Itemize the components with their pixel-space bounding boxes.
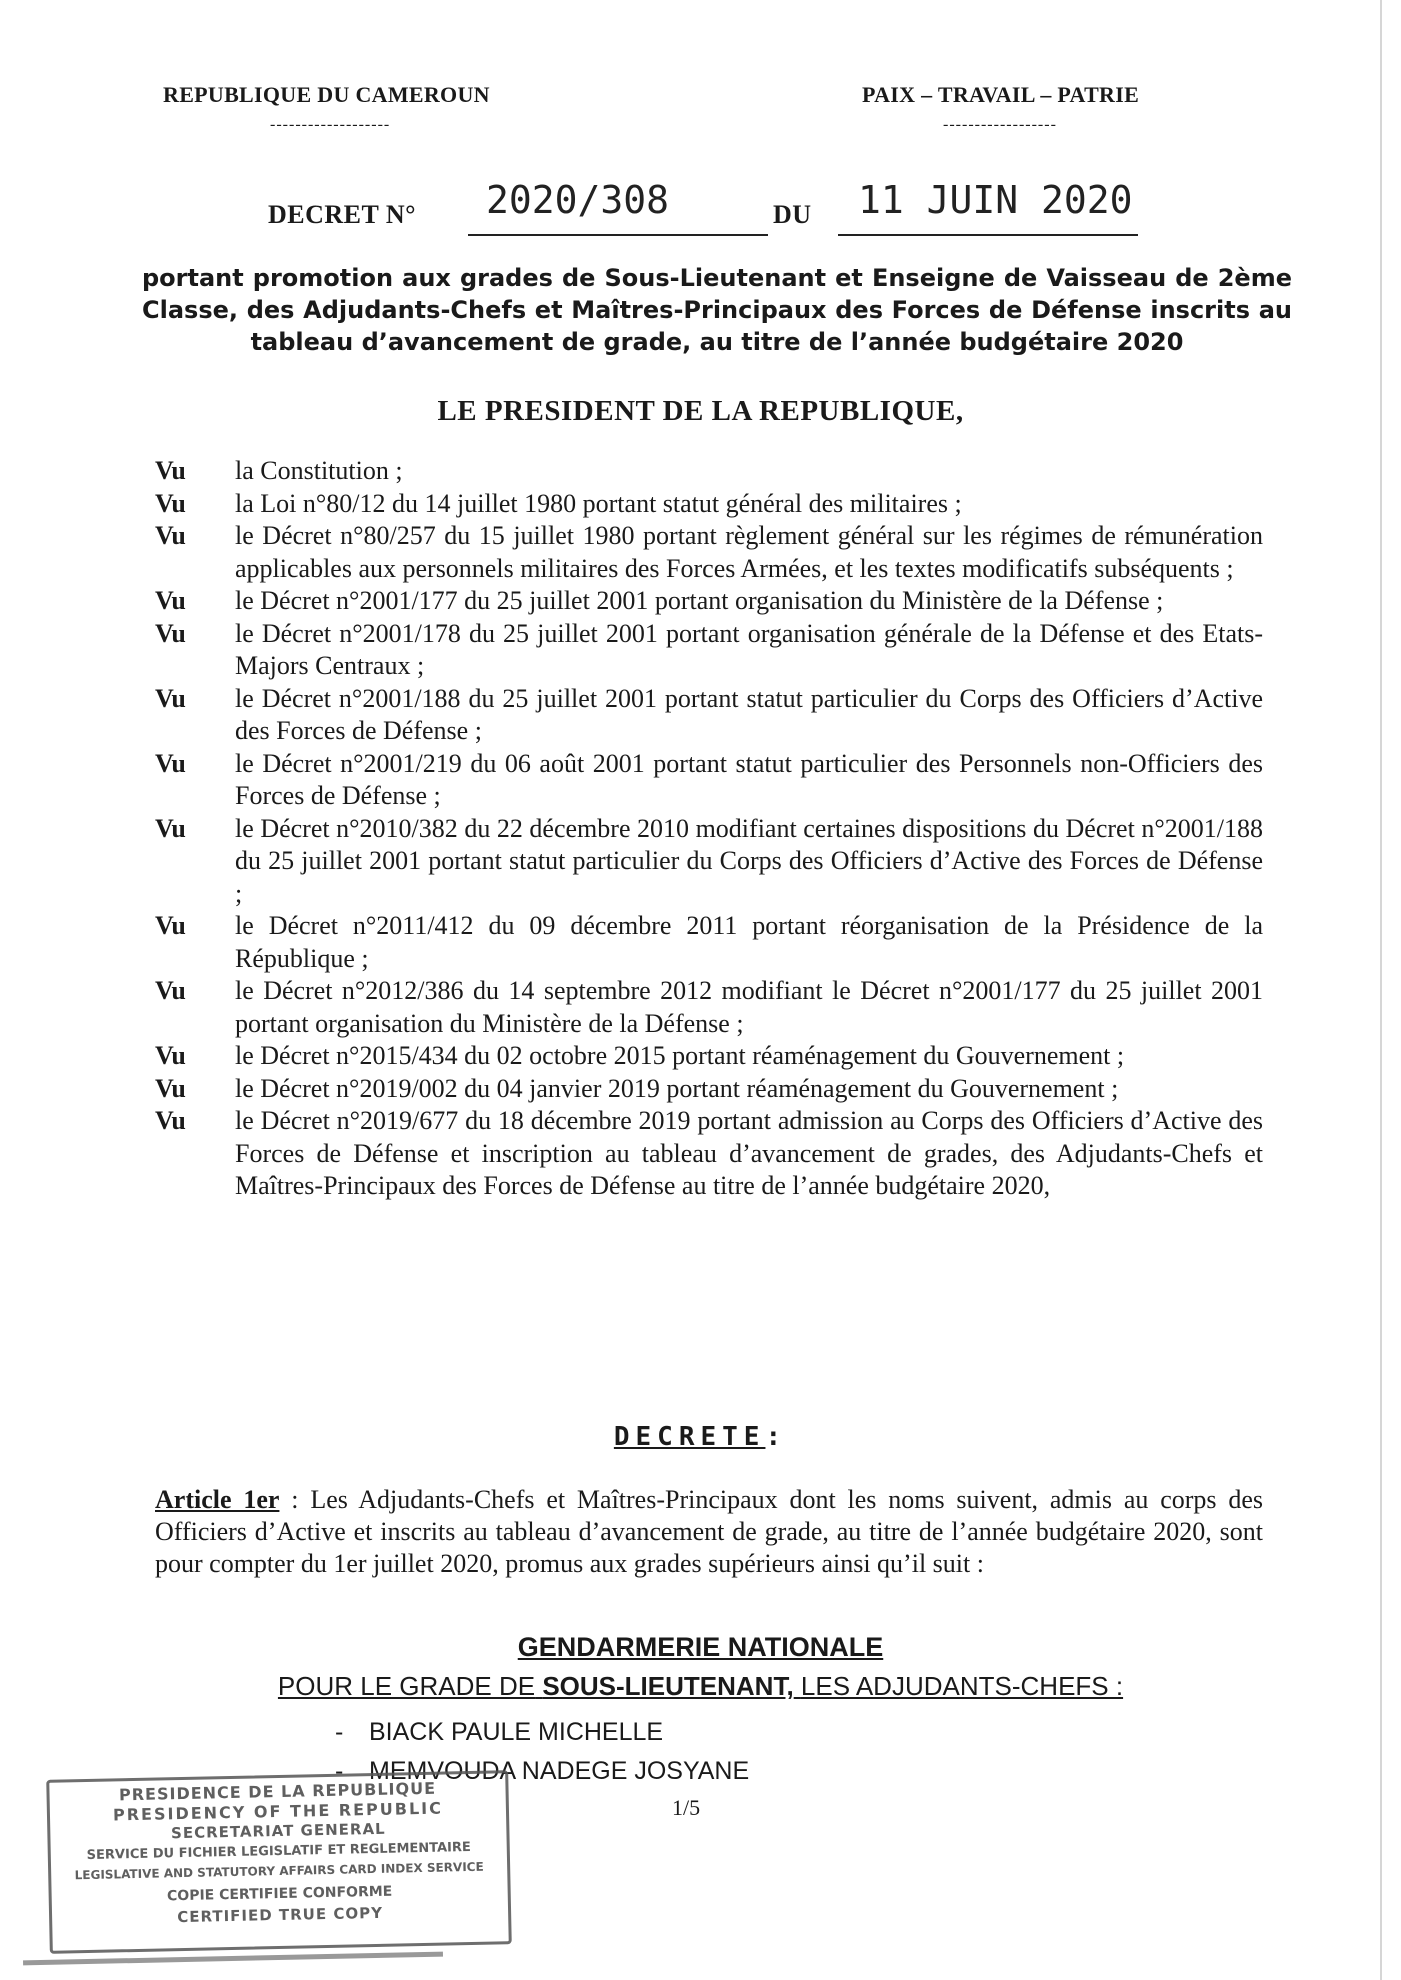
vu-item [155, 488, 1263, 521]
vu-item [155, 585, 1263, 618]
vu-label: Vu [155, 618, 186, 648]
vu-item [155, 683, 1263, 748]
vu-text: le Décret n°2010/382 du 22 décembre 2010 modifiant certaines dispositions du Décret n°2001/188 du 25 juillet 2001 portant statut particulier du Corps des Officiers d’Active des Forces de Défense ; [235, 813, 1263, 908]
vu-label: Vu [155, 456, 186, 485]
decree-number-underline [468, 234, 768, 236]
article-label: Article 1er [155, 1485, 280, 1514]
header-right-separator: ------------------ [943, 116, 1057, 133]
vu-text: le Décret n°2011/412 du 09 décembre 2011 portant réorganisation de la Présidence de la République ; [235, 911, 1263, 973]
decree-number-line [268, 178, 1168, 238]
vu-label: Vu [155, 488, 186, 518]
scan-edge [1380, 0, 1382, 1980]
president-heading: LE PRESIDENT DE LA REPUBLIQUE, [437, 395, 964, 427]
vu-item [155, 748, 1263, 813]
stamp-line: PRESIDENCY OF THE REPUBLIC [112, 1798, 444, 1825]
list-item: - MEMVOUDA NADEGE JOSYANE [335, 1757, 750, 1785]
header-left-separator: ------------------- [270, 116, 391, 133]
article-1 [155, 1484, 1263, 1580]
vu-text: le Décret n°80/257 du 15 juillet 1980 portant règlement général sur les régimes de rémunération applicables aux personnels militaires des Forces Armées, et les textes modificatifs subséquents ; [235, 521, 1263, 583]
decree-title [142, 262, 1292, 358]
vu-text: la Constitution ; [235, 456, 403, 485]
decree-date-label: DU [773, 200, 812, 229]
vu-text: le Décret n°2019/677 du 18 décembre 2019 portant admission au Corps des Officiers d’Active des Forces de Défense et inscription au tableau d’avancement de grades, des Adjudants-Chefs et Maîtres-Principaux des Forces de Défense au titre de l’année budgétaire 2020, [235, 1106, 1263, 1200]
vu-item [155, 520, 1263, 585]
vu-label: Vu [155, 911, 186, 940]
vu-item [155, 618, 1263, 683]
national-motto: PAIX – TRAVAIL – PATRIE [862, 82, 1140, 107]
vu-label: Vu [155, 1073, 186, 1103]
vu-item [155, 975, 1263, 1040]
vu-item [155, 1040, 1263, 1073]
grade-suffix: LES ADJUDANTS-CHEFS : [800, 1671, 1124, 1701]
stamp-line: SECRETARIAT GENERAL [170, 1819, 386, 1843]
article-text: Les Adjudants-Chefs et Maîtres-Principaux dont les noms suivent, admis au corps des Officiers d’Active et inscrits au tableau d’avancement de grade, au titre de l’année budgétaire 2020, sont pour compter du 1er juillet 2020, promus aux grades supérieurs ainsi qu’il suit : [155, 1485, 1264, 1578]
decree-date-underline [838, 234, 1138, 236]
list-item: - BIACK PAULE MICHELLE [335, 1718, 664, 1746]
vu-text: le Décret n°2001/177 du 25 juillet 2001 portant organisation du Ministère de la Défense ; [235, 586, 1164, 615]
vu-item [155, 1073, 1263, 1106]
vu-text: le Décret n°2001/219 du 06 août 2001 portant statut particulier des Personnels non-Officiers des Forces de Défense ; [235, 748, 1263, 810]
vu-item [155, 455, 1263, 488]
grade-prefix: POUR LE GRADE DE [277, 1671, 536, 1701]
vu-text: le Décret n°2001/178 du 25 juillet 2001 portant organisation générale de la Défense et des Etats-Majors Centraux ; [235, 618, 1263, 680]
vu-list [155, 455, 1263, 1203]
decree-number: 2020/308 [486, 178, 670, 222]
certified-copy-stamp [46, 1770, 512, 1954]
vu-item [155, 1105, 1263, 1203]
vu-label: Vu [155, 976, 186, 1005]
stamp-line: SERVICE DU FICHIER LEGISLATIF ET REGLEMENTAIRE [86, 1839, 471, 1864]
stamp-line: LEGISLATIVE AND STATUTORY AFFAIRS CARD INDEX SERVICE [74, 1859, 484, 1883]
stamp-line: CERTIFIED TRUE COPY [177, 1903, 384, 1927]
vu-label: Vu [155, 521, 186, 550]
stamp-underline [23, 1952, 443, 1966]
page-number: 1/5 [672, 1795, 701, 1820]
decrete-colon: : [765, 1422, 788, 1452]
grade-line [0, 1671, 1401, 1702]
vu-text: le Décret n°2015/434 du 02 octobre 2015 portant réaménagement du Gouvernement ; [235, 1041, 1125, 1070]
vu-text: le Décret n°2019/002 du 04 janvier 2019 portant réaménagement du Gouvernement ; [235, 1073, 1119, 1103]
person-name: BIACK PAULE MICHELLE [369, 1718, 664, 1746]
decrete-word: DECRETE [613, 1422, 766, 1452]
vu-text: la Loi n°80/12 du 14 juillet 1980 portant statut général des militaires ; [235, 488, 962, 518]
vu-item [155, 910, 1263, 975]
vu-label: Vu [155, 748, 186, 778]
vu-label: Vu [155, 1106, 186, 1135]
grade-name: SOUS-LIEUTENANT, [542, 1671, 794, 1701]
decree-label: DECRET N° [268, 200, 417, 229]
vu-label: Vu [155, 586, 186, 615]
section-heading: GENDARMERIE NATIONALE [517, 1632, 884, 1662]
stamp-line: PRESIDENCE DE LA REPUBLIQUE [118, 1778, 437, 1805]
vu-text: le Décret n°2001/188 du 25 juillet 2001 portant statut particulier du Corps des Officiers d’Active des Forces de Défense ; [235, 683, 1263, 745]
vu-text: le Décret n°2012/386 du 14 septembre 2012 modifiant le Décret n°2001/177 du 25 juillet 2001 portant organisation du Ministère de la Défense ; [235, 976, 1263, 1038]
vu-item [155, 813, 1263, 911]
decree-date: 11 JUIN 2020 [858, 178, 1133, 222]
article-colon: : [291, 1485, 299, 1514]
decree-title-text: portant promotion aux grades de Sous-Lieutenant et Enseigne de Vaisseau de 2ème Classe, des Adjudants-Chefs et Maîtres-Principaux des Forces de Défense inscrits au tableau d’avancement de grade, au titre de l’année budgétaire 2020 [142, 264, 1292, 356]
person-name: MEMVOUDA NADEGE JOSYANE [369, 1757, 750, 1785]
vu-label: Vu [155, 683, 186, 713]
decrete-heading [0, 1422, 1401, 1452]
stamp-line: COPIE CERTIFIEE CONFORME [166, 1883, 393, 1905]
vu-label: Vu [155, 1041, 186, 1070]
vu-label: Vu [155, 813, 186, 843]
country-name: REPUBLIQUE DU CAMEROUN [163, 82, 490, 107]
